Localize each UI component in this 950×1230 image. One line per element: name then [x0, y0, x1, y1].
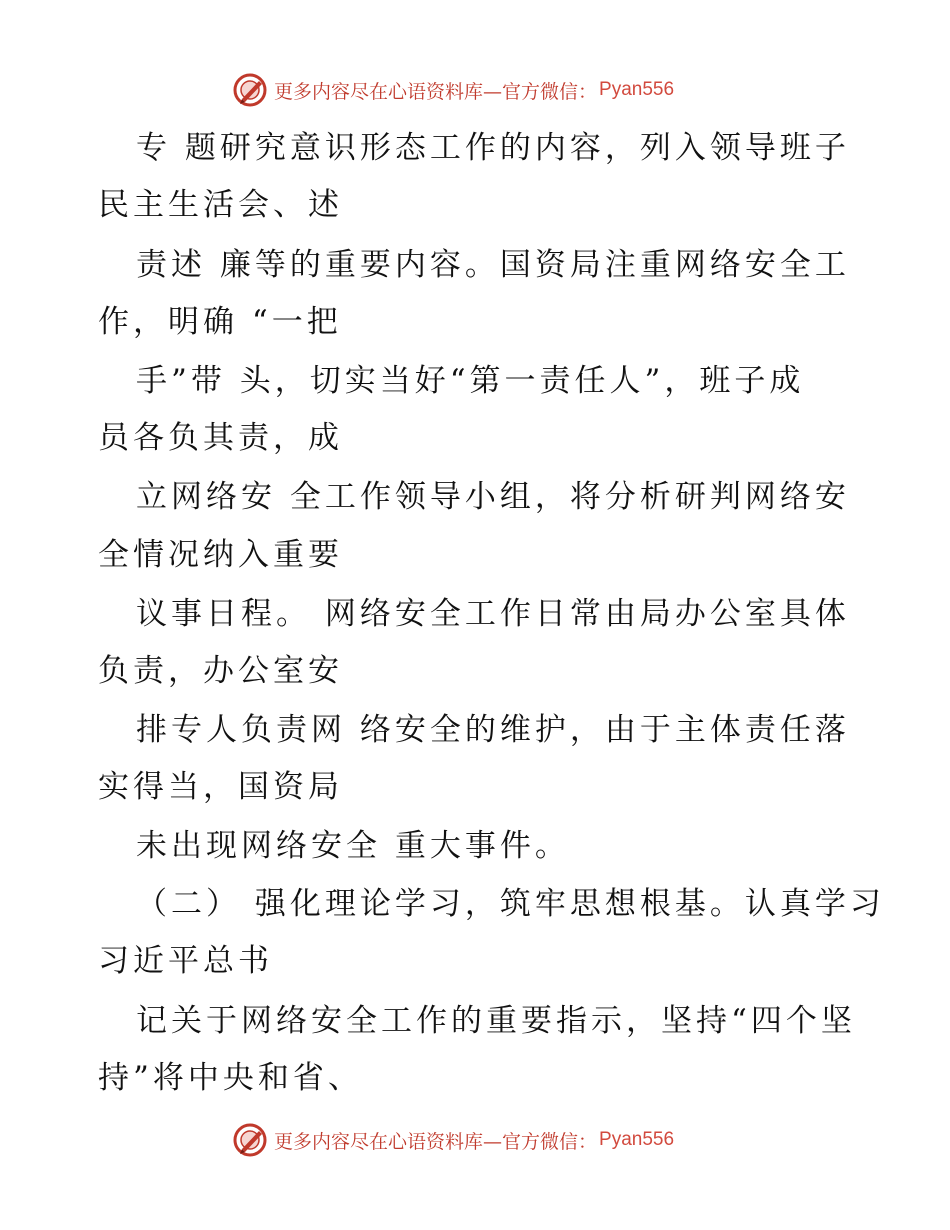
- header-wechat-id: Pyan556: [599, 79, 675, 100]
- footer-banner: [232, 1120, 674, 1160]
- body-line: 议事日程。 网络安全工作日常由局办公室具体: [136, 596, 850, 632]
- body-line: （二） 强化理论学习，筑牢思想根基。认真学习: [136, 886, 885, 922]
- body-line: 作，明确 “一把: [98, 304, 342, 340]
- footer-banner-text: 更多内容尽在心语资料库—官方微信：: [274, 1130, 598, 1153]
- body-line: 实得当，国资局: [98, 769, 343, 805]
- body-line: 民主生活会、述: [98, 187, 343, 223]
- body-line: 专 题研究意识形态工作的内容，列入领导班子: [136, 130, 850, 166]
- body-line: 习近平总书: [98, 943, 273, 979]
- footer-wechat-id: Pyan556: [599, 1129, 675, 1150]
- body-line: 手”带 头，切实当好“第一责任人”，班子成: [136, 363, 805, 399]
- red-circle-pen-logo-icon: [232, 1122, 268, 1158]
- body-line: 负责，办公室安: [98, 653, 343, 689]
- body-line: 持”将中央和省、: [98, 1060, 363, 1096]
- body-line: 排专人负责网 络安全的维护，由于主体责任落: [136, 712, 850, 748]
- body-line: 全情况纳入重要: [98, 537, 343, 573]
- body-line: 未出现网络安全 重大事件。: [136, 828, 570, 864]
- body-line: 立网络安 全工作领导小组，将分析研判网络安: [136, 479, 850, 515]
- red-circle-pen-logo-icon: [232, 72, 268, 108]
- header-banner-text: 更多内容尽在心语资料库—官方微信：: [274, 80, 598, 103]
- body-line: 记关于网络安全工作的重要指示，坚持“四个坚: [136, 1003, 856, 1039]
- body-line: 责述 廉等的重要内容。国资局注重网络安全工: [136, 247, 850, 283]
- header-banner: [232, 70, 674, 110]
- body-line: 员各负其责，成: [98, 420, 343, 456]
